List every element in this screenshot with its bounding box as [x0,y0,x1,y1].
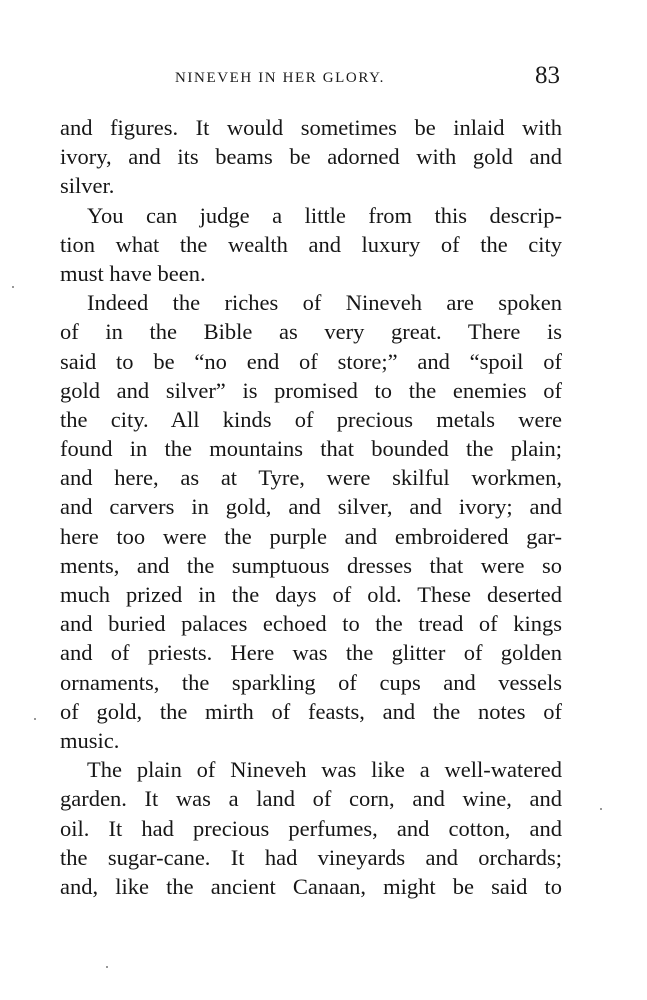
text-line: the sugar-cane. It had vineyards and orchards; [60,844,562,870]
text-line: The plain of Nineveh was like a well-watered [87,757,562,783]
text-line: and, like the ancient Canaan, might be said to [60,873,562,899]
text-line: ornaments, the sparkling of cups and vessels [60,669,562,695]
text-line: gold and silver” is promised to the enemies of [60,377,562,403]
text-line: must have been. [60,260,206,286]
running-head: NINEVEH IN HER GLORY. [175,70,385,86]
body-text [60,113,562,901]
text-line: and carvers in gold, and silver, and ivory; and [60,494,562,520]
text-line: here too were the purple and embroidered gar- [60,523,562,549]
text-line: and buried palaces echoed to the tread of kings [60,611,562,637]
paragraph [60,201,562,289]
text-line: of in the Bible as very great. There is [60,319,562,345]
text-line: of gold, the mirth of feasts, and the notes of [60,698,562,724]
text-line: and here, as at Tyre, were skilful workmen, [60,465,562,491]
text-line: much prized in the days of old. These deserted [60,582,562,607]
text-line: and figures. It would sometimes be inlaid with [60,115,562,140]
text-line: said to be “no end of store;” and “spoil of [60,348,562,374]
text-line: tion what the wealth and luxury of the city [60,231,562,257]
text-line: silver. [60,173,115,199]
text-line: garden. It was a land of corn, and wine, and [60,786,562,812]
text-line: and of priests. Here was the glitter of golden [60,640,562,666]
paragraph [60,755,562,901]
page-header [60,60,562,100]
text-line: the city. All kinds of precious metals were [60,406,562,432]
paper-speck [12,286,14,288]
paper-speck [106,966,108,968]
text-line: Indeed the riches of Nineveh are spoken [87,290,562,316]
text-line: found in the mountains that bounded the plain; [60,436,562,462]
text-line: oil. It had precious perfumes, and cotton, and [60,815,562,841]
paragraph [60,288,562,755]
text-line: ments, and the sumptuous dresses that were so [60,552,562,578]
paper-speck [34,718,36,720]
paper-speck [600,808,602,810]
text-line: music. [60,727,120,753]
page-number: 83 [535,62,560,89]
text-line: ivory, and its beams be adorned with gold and [60,144,562,170]
paragraph [60,113,562,201]
text-line: You can judge a little from this descrip- [87,202,562,228]
